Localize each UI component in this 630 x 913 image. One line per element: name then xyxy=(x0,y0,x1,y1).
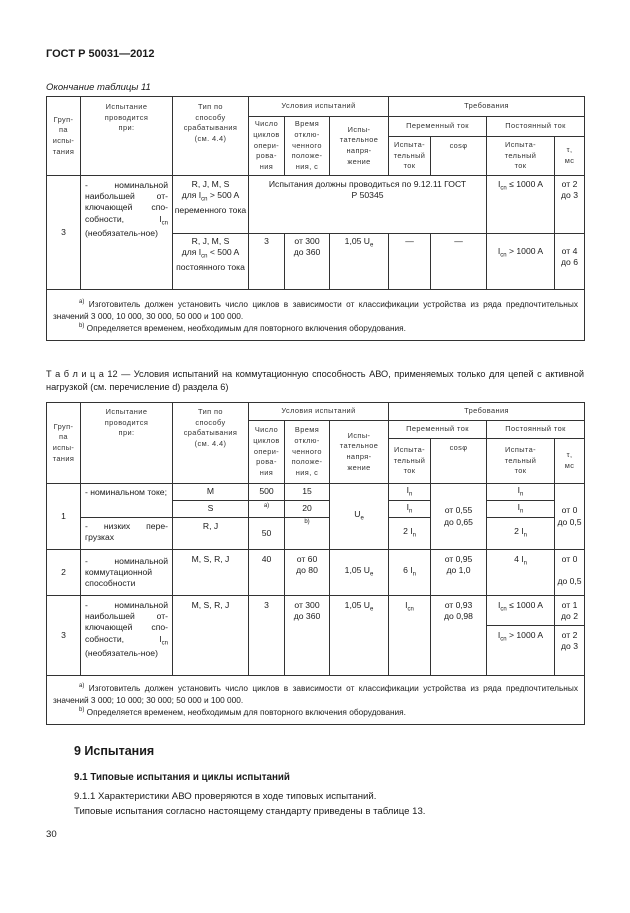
t12-g2-off: от 60 до 80 xyxy=(285,550,330,596)
t12-g3-volt: 1,05 $U_e$ xyxy=(330,596,389,676)
t12-g3-tau1: от 1 до 2 xyxy=(555,596,585,626)
t11-ac2-cell: — xyxy=(389,234,431,290)
t12-g1-off-rj: b) xyxy=(285,518,330,550)
col-group: Груп- па испы- тания xyxy=(47,97,81,176)
col-requirements: Требования xyxy=(389,403,585,421)
t12-g1-group: 1 xyxy=(47,484,81,550)
col-trip: Тип по способу срабатывания (см. 4.4) xyxy=(173,403,249,484)
document-header: ГОСТ Р 50031—2012 xyxy=(46,48,155,60)
table-11 xyxy=(46,96,585,341)
t12-footnotes: $^{a)}$ Изготовитель должен установить число циклов в зависимости от классификации устройства из ряда предпочтительных значений 3 000; 10 000; 30 000; 50 000 и 100 000. $^{b)}$ Определяется временем, необходимым для повторного включения оборудования. xyxy=(47,676,585,725)
t12-g2-cos: от 0,95 до 1,0 xyxy=(431,550,487,596)
t12-g2-dc: 4 $I_n$ xyxy=(487,550,555,596)
col-conditions: Условия испытаний xyxy=(249,403,389,421)
t11-cos2-cell: — xyxy=(431,234,487,290)
col-dc-current: Испыта- тельный ток xyxy=(487,439,555,484)
paragraph-2: Типовые испытания согласно настоящему стандарту приведены в таблице 13. xyxy=(74,806,426,817)
t12-g2-trip: M, S, R, J xyxy=(173,550,249,596)
t12-g2-tau: от 0 до 0,5 xyxy=(555,550,585,596)
t12-g1-cos: от 0,55 до 0,65 xyxy=(431,484,487,550)
t11-dc1-cell: $I_{cn} \le 1000$ A xyxy=(487,176,555,234)
col-ac: Переменный ток xyxy=(389,117,487,137)
t11-trip2-cell: R, J, M, S для $I_{cn} < 500$ A постоянного тока xyxy=(173,234,249,290)
table-12 xyxy=(46,402,585,725)
t12-g3-dc2: $I_{cn} > 1000$ A xyxy=(487,626,555,676)
t12-g1-dc3: 2 $I_n$ xyxy=(487,518,555,550)
col-off-time: Время отклю- ченного положе- ния, с xyxy=(285,421,330,484)
col-voltage: Испы- тательное напря- жение xyxy=(330,421,389,484)
t12-g2-volt: 1,05 $U_e$ xyxy=(330,550,389,596)
col-tau: τ, мс xyxy=(555,137,585,176)
t12-g1-cyc-rj: 50 xyxy=(249,518,285,550)
t11-dc2-cell: $I_{cn} > 1000$ A xyxy=(487,234,555,290)
paragraph-1: 9.1.1 Характеристики АВО проверяются в ходе типовых испытаний. xyxy=(74,791,377,802)
page-number: 30 xyxy=(46,829,57,840)
t12-g3-ac: $I_{cn}$ xyxy=(389,596,431,676)
t12-g1-ac2: $I_n$ xyxy=(389,501,431,518)
t12-g1-dc1: $I_n$ xyxy=(487,484,555,501)
t12-g1-cyc-m: 500 xyxy=(249,484,285,501)
t11-span-cell: Испытания должны проводиться по 9.12.11 ГОСТ Р 50345 xyxy=(249,176,487,234)
t12-g1-dc2: $I_n$ xyxy=(487,501,555,518)
col-requirements: Требования xyxy=(389,97,585,117)
t11-tau1-cell: от 2 до 3 xyxy=(555,176,585,234)
col-ac-current: Испыта- тельный ток xyxy=(389,439,431,484)
t12-g2-ac: 6 $I_n$ xyxy=(389,550,431,596)
t12-g1-off-m: 15 xyxy=(285,484,330,501)
t12-g1-volt: $U_e$ xyxy=(330,484,389,550)
col-dc-current: Испыта- тельный ток xyxy=(487,137,555,176)
t11-off2-cell: от 300 до 360 xyxy=(285,234,330,290)
col-cos: cosφ xyxy=(431,439,487,484)
col-group: Груп- па испы- тания xyxy=(47,403,81,484)
col-voltage: Испы- тательное напря- жение xyxy=(330,117,389,176)
table12-caption: Т а б л и ц а 12 — Условия испытаний на коммутационную способность АВО, применяемых только для цепей с активной нагрузкой (см. перечисление d) раздела 6) xyxy=(46,369,584,393)
t12-g2-test: - номинальной коммутационной способности xyxy=(81,550,173,596)
t12-g3-trip: M, S, R, J xyxy=(173,596,249,676)
t11-volt2-cell: 1,05 $U_e$ xyxy=(330,234,389,290)
t12-g1-trip-s: S xyxy=(173,501,249,518)
col-ac: Переменный ток xyxy=(389,421,487,439)
t12-g3-off: от 300 до 360 xyxy=(285,596,330,676)
t12-g2-cycles: 40 xyxy=(249,550,285,596)
col-cos: cosφ xyxy=(431,137,487,176)
t11-tau2-cell: от 4 до 6 xyxy=(555,234,585,290)
t12-g1-ac1: $I_n$ xyxy=(389,484,431,501)
t12-g3-group: 3 xyxy=(47,596,81,676)
col-cycles: Число циклов опери- рова- ния xyxy=(249,117,285,176)
col-test: Испытание проводится при: xyxy=(81,403,173,484)
t11-group-cell: 3 xyxy=(47,176,81,290)
t12-g1-test2: - низких пере-грузках xyxy=(81,518,173,550)
t12-g1-trip-rj: R, J xyxy=(173,518,249,550)
col-conditions: Условия испытаний xyxy=(249,97,389,117)
t12-g1-ac3: 2 $I_n$ xyxy=(389,518,431,550)
t12-g1-trip-m: M xyxy=(173,484,249,501)
col-ac-current: Испыта- тельный ток xyxy=(389,137,431,176)
col-tau: τ, мс xyxy=(555,439,585,484)
col-trip: Тип по способу срабатывания (см. 4.4) xyxy=(173,97,249,176)
t12-g1-off-s: 20 xyxy=(285,501,330,518)
t12-g1-tau: от 0 до 0,5 xyxy=(555,484,585,550)
t12-g3-test: - номинальной наибольшей от-ключающей спо-собности, $I_{cn}$ (необязатель-ное) xyxy=(81,596,173,676)
t12-g3-cos: от 0,93 до 0,98 xyxy=(431,596,487,676)
table11-caption: Окончание таблицы 11 xyxy=(46,82,151,93)
section-heading: 9 Испытания xyxy=(74,744,155,758)
t12-g3-tau2: от 2 до 3 xyxy=(555,626,585,676)
t12-g3-dc1: $I_{cn} \le 1000$ A xyxy=(487,596,555,626)
t11-test-cell: - номинальной наибольшей от-ключающей спо-собности, $I_{cn}$ (необязатель-ное) xyxy=(81,176,173,290)
col-test: Испытание проводится при: xyxy=(81,97,173,176)
t11-trip1-cell: R, J, M, S для $I_{cn} > 500$ A переменного тока xyxy=(173,176,249,234)
subsection-heading: 9.1 Типовые испытания и циклы испытаний xyxy=(74,772,290,783)
t11-cycles2-cell: 3 xyxy=(249,234,285,290)
col-cycles: Число циклов опери- рова- ния xyxy=(249,421,285,484)
t12-g1-test1: - номинальном токе; xyxy=(81,484,173,518)
col-off-time: Время отклю- ченного положе- ния, с xyxy=(285,117,330,176)
t11-footnotes: $^{a)}$ Изготовитель должен установить число циклов в зависимости от классификации устройства из ряда предпочтительных значений 3 000, 10 000, 30 000, 50 000 и 100 000. $^{b)}$ Определяется временем, необходимым для повторного включения оборудования. xyxy=(47,290,585,341)
t12-g3-cycles: 3 xyxy=(249,596,285,676)
t12-g2-group: 2 xyxy=(47,550,81,596)
t12-g1-cyc-s: a) xyxy=(249,501,285,518)
col-dc: Постоянный ток xyxy=(487,421,585,439)
col-dc: Постоянный ток xyxy=(487,117,585,137)
